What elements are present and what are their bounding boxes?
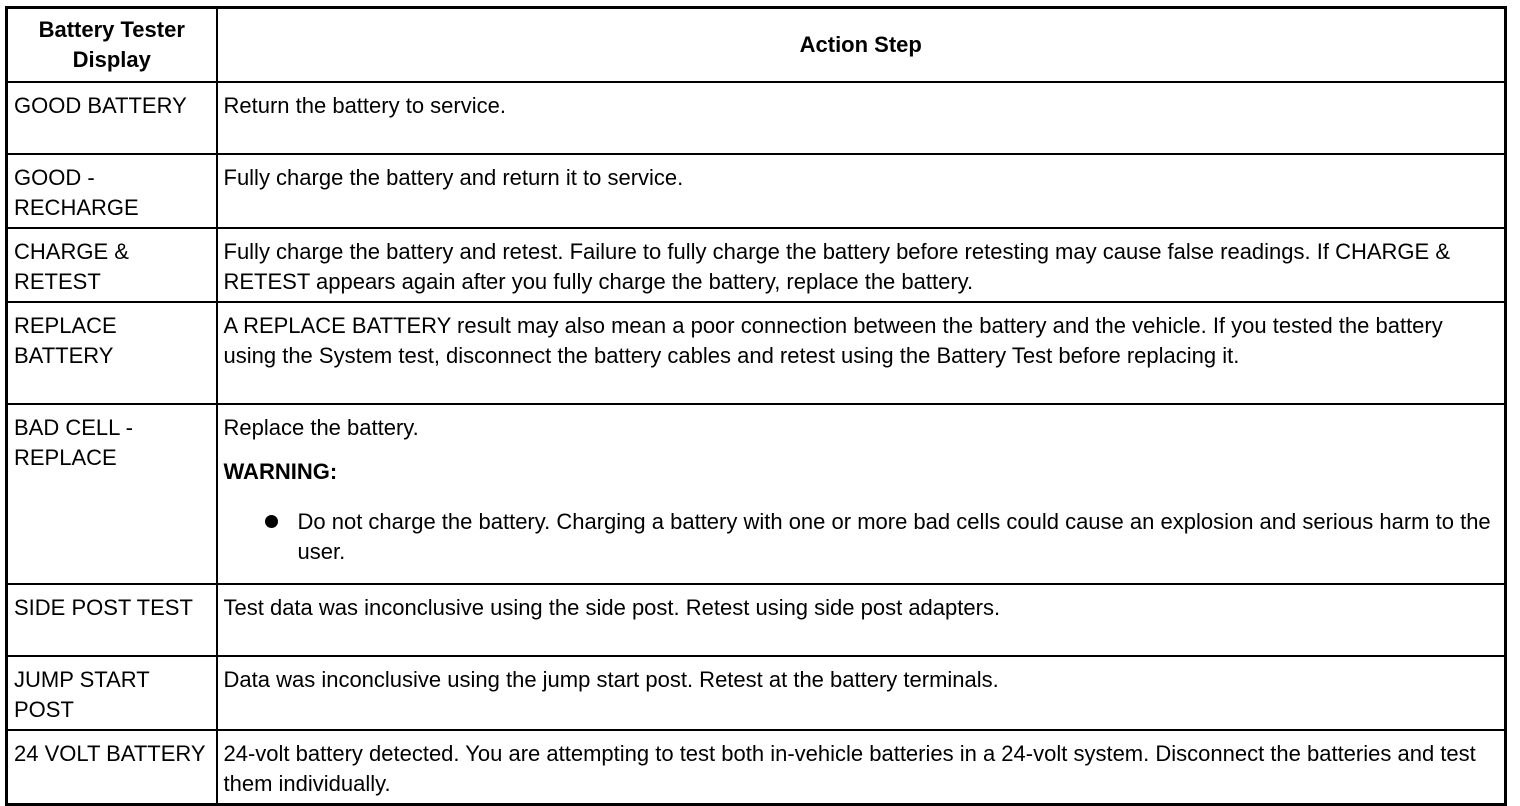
action-cell: Return the battery to service. — [217, 82, 1506, 154]
action-cell — [217, 404, 1506, 584]
battery-tester-table — [5, 6, 1507, 806]
table-row — [7, 730, 1506, 805]
table-row — [7, 302, 1506, 404]
warning-text: Do not charge the battery. Charging a battery with one or more bad cells could cause an explosion and serious harm to the user. — [297, 509, 1491, 564]
action-cell: A REPLACE BATTERY result may also mean a poor connection between the battery and the vehicle. If you tested the battery using the System test, disconnect the battery cables and retest using the Battery Test before replacing it. — [217, 302, 1506, 404]
display-cell: JUMP START POST — [7, 656, 217, 730]
display-cell: BAD CELL - REPLACE — [7, 404, 217, 584]
table-row — [7, 82, 1506, 154]
table-header-row — [7, 8, 1506, 83]
display-cell: SIDE POST TEST — [7, 584, 217, 656]
list-item — [298, 507, 1499, 567]
display-cell: GOOD BATTERY — [7, 82, 217, 154]
warning-list — [224, 507, 1499, 567]
action-cell: Fully charge the battery and retest. Failure to fully charge the battery before retesting may cause false readings. If CHARGE & RETEST appears again after you fully charge the battery, replace the battery. — [217, 228, 1506, 302]
warning-label: WARNING: — [223, 459, 338, 484]
action-text: Replace the battery. — [223, 415, 419, 440]
header-action: Action Step — [217, 8, 1506, 83]
display-cell: CHARGE & RETEST — [7, 228, 217, 302]
display-cell: REPLACE BATTERY — [7, 302, 217, 404]
action-cell: Fully charge the battery and return it to service. — [217, 154, 1506, 228]
table-row — [7, 228, 1506, 302]
action-cell: Test data was inconclusive using the side post. Retest using side post adapters. — [217, 584, 1506, 656]
header-display: Battery Tester Display — [7, 8, 217, 83]
display-cell: 24 VOLT BATTERY — [7, 730, 217, 805]
table-row — [7, 656, 1506, 730]
action-cell: 24-volt battery detected. You are attempting to test both in-vehicle batteries in a 24-volt system. Disconnect the batteries and test them individually. — [217, 730, 1506, 805]
table-row — [7, 154, 1506, 228]
display-cell: GOOD - RECHARGE — [7, 154, 217, 228]
table-row — [7, 584, 1506, 656]
bullet-icon — [265, 515, 278, 528]
action-cell: Data was inconclusive using the jump start post. Retest at the battery terminals. — [217, 656, 1506, 730]
table-row — [7, 404, 1506, 584]
